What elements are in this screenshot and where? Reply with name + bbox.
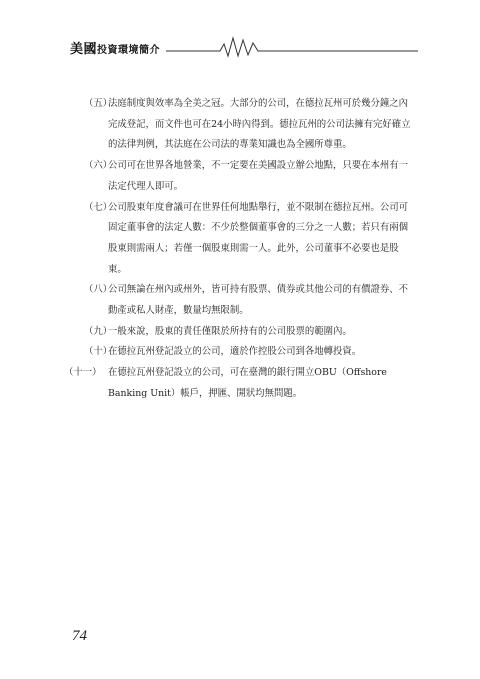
item-text: 公司股東年度會議可在世界任何地點舉行，並不限制在德拉瓦州。公司可固定董事會的法定人數：不少於整個董事會的三分之一人數；若只有兩個股東則需兩人；若僅一個股東則需一人。此外，公司董事不必要也是股東。: [108, 201, 409, 275]
document-body: [64, 94, 415, 405]
header-title-main: 美國: [70, 42, 98, 57]
item-text: 在德拉瓦州登記設立的公司，適於作控股公司到各地轉投資。: [108, 346, 362, 358]
list-item: [70, 322, 415, 343]
item-number: （十）: [84, 346, 113, 358]
list-item: [70, 280, 415, 321]
item-number: （八）: [84, 284, 113, 296]
list-item: [70, 198, 415, 281]
item-number: （六）: [84, 160, 113, 172]
list-item: [70, 156, 415, 197]
item-number: （七）: [84, 201, 113, 213]
item-text: 法庭制度與效率為全美之冠。大部分的公司，在德拉瓦州可於幾分鐘之內完成登記，而文件也可在24小時內得到。德拉瓦州的公司法擁有完好確立的法律判例，其法庭在公司法的專業知識也為全國所尊重。: [108, 98, 411, 151]
item-number: （五）: [84, 98, 113, 109]
list-item: [70, 342, 415, 363]
item-text: 公司無論在州內或州外，皆可持有股票、債券或其他公司的有價證券、不動產或私人財產，數量均無限制。: [108, 284, 409, 317]
running-header: [70, 36, 420, 58]
header-title-sub: 投資環境簡介: [97, 45, 161, 56]
item-text: 在德拉瓦州登記設立的公司，可在臺灣的銀行開立OBU（Offshore Banking Unit）帳戶，押匯、開狀均無問題。: [108, 367, 387, 399]
page-number: 74: [72, 628, 87, 644]
list-item: [70, 94, 415, 156]
item-text: 一般來說，股東的責任僅限於所持有的公司股票的範圍內。: [108, 325, 352, 337]
item-number: （十一）: [64, 367, 102, 379]
item-text: 公司可在世界各地營業，不一定要在美國設立辦公地點，只要在本州有一法定代理人即可。: [108, 160, 409, 192]
list-item: [64, 363, 415, 404]
item-number: （九）: [84, 325, 113, 337]
header-waveform-line: [70, 36, 420, 58]
